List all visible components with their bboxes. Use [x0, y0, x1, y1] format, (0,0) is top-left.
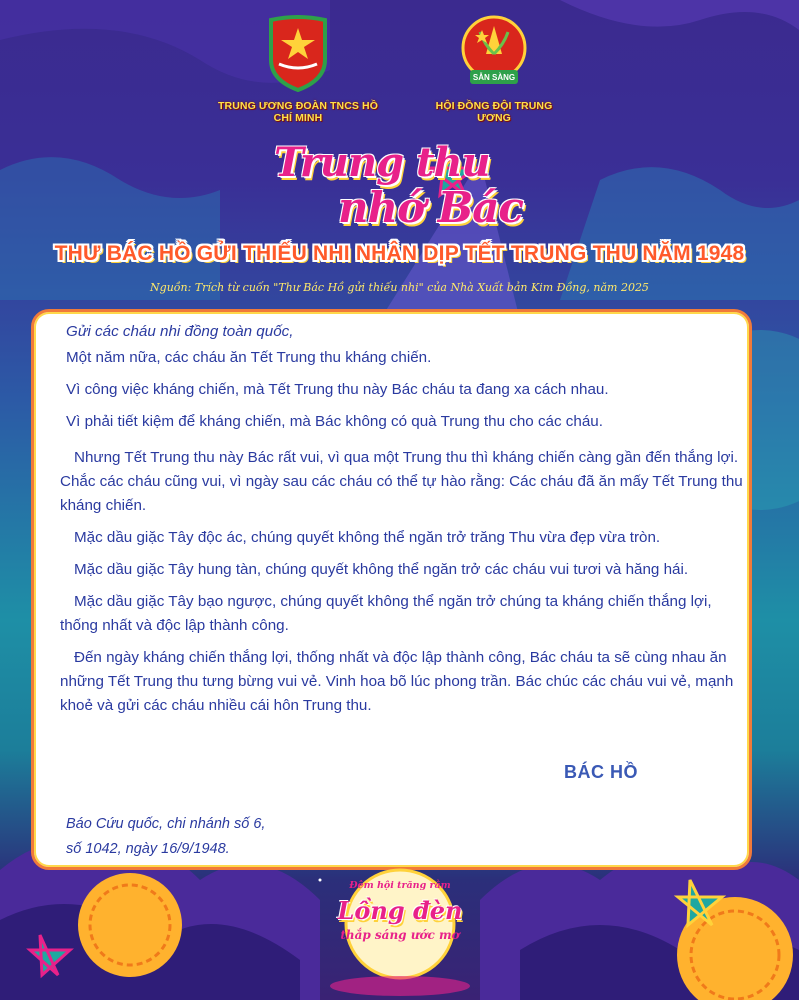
letter-line: Vì phải tiết kiệm để kháng chiến, mà Bác không có quà Trung thu cho các cháu.: [66, 413, 603, 430]
youth-union-emblem-icon: [263, 14, 333, 92]
pioneer-council-caption: HỘI ĐỒNG ĐỘI TRUNG ƯƠNG: [435, 100, 553, 124]
youth-union-caption: TRUNG ƯƠNG ĐOÀN TNCS HỒ CHÍ MINH: [218, 100, 378, 124]
source-citation: Nguồn: Trích từ cuốn "Thư Bác Hồ gửi thiếu nhi" của Nhà Xuất bản Kim Đồng, năm 2025: [150, 281, 649, 294]
signature: BÁC HỒ: [564, 762, 638, 782]
publication-note-line1: Báo Cứu quốc, chi nhánh số 6,: [66, 816, 266, 832]
pioneer-ribbon-text: SẴN SÀNG: [472, 73, 516, 82]
badge-sub-text: thắp sáng ước mơ: [340, 928, 460, 942]
letter-headline: THƯ BÁC HỒ GỬI THIẾU NHI NHÂN DỊP TẾT TRUNG THU NĂM 1948: [54, 242, 745, 265]
letter-paragraph: Nhưng Tết Trung thu này Bác rất vui, vì qua một Trung thu thì kháng chiến càng gần đến thắng lợi. Chắc các cháu cũng vui, vì ngày sau các cháu có thể tự hào rằng: Các cháu đã ăn mấy Tết Trung thu kháng chiến.: [60, 449, 743, 514]
script-title-line1: Trung thu: [274, 139, 490, 186]
letter-salutation: Gửi các cháu nhi đồng toàn quốc,: [66, 323, 294, 340]
letter-paragraph: Mặc dầu giặc Tây độc ác, chúng quyết không thể ngăn trở trăng Thu vừa đẹp vừa tròn.: [74, 529, 661, 546]
festival-badge: [310, 866, 490, 996]
badge-main-text: Lồng đèn: [337, 896, 463, 925]
youth-union-logo: [218, 14, 378, 124]
letter-body: [60, 320, 746, 718]
letter-line: Một năm nữa, các cháu ăn Tết Trung thu kháng chiến.: [66, 349, 432, 366]
letter-paragraph: Mặc dầu giặc Tây bạo ngược, chúng quyết không thể ngăn trở chúng ta kháng chiến thắng lợi, thống nhất và độc lập thành công.: [60, 593, 712, 634]
publication-note-line2: số 1042, ngày 16/9/1948.: [66, 841, 230, 857]
publication-note: [66, 812, 366, 862]
letter-paragraph: Mặc dầu giặc Tây hung tàn, chúng quyết không thể ngăn trở các cháu vui tươi và hăng hái.: [74, 561, 689, 578]
letter-paragraph: Đến ngày kháng chiến thắng lợi, thống nhất và độc lập thành công, Bác cháu ta sẽ cùng nhau ăn những Tết Trung thu tưng bừng vui vẻ. Vinh hoa bõ lúc phong trần. Bác chúc các cháu vui vẻ, mạnh khoẻ và gửi các cháu nhiều cái hôn Trung thu.: [60, 649, 734, 714]
badge-top-text: Đêm hội trăng rằm: [349, 880, 451, 891]
script-title-line2: nhớ Bác: [338, 183, 523, 232]
pioneer-emblem-icon: [458, 14, 530, 92]
mid-autumn-script-title: [270, 135, 550, 235]
letter-line: Vì công việc kháng chiến, mà Tết Trung thu này Bác cháu ta đang xa cách nhau.: [66, 381, 609, 398]
pioneer-council-logo: [424, 14, 564, 124]
